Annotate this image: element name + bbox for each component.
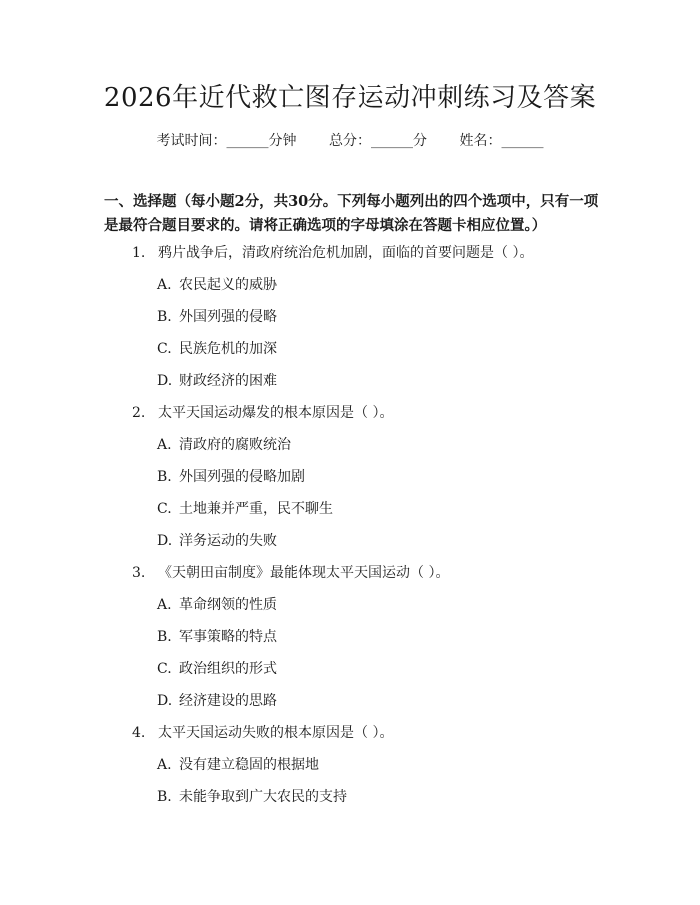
option-text: 财政经济的困难 <box>179 373 277 389</box>
question-number: 1. <box>132 245 146 261</box>
question-2 <box>132 402 602 424</box>
question-1-option-d <box>157 370 597 392</box>
question-2-option-a <box>157 434 597 456</box>
student-name-field: 姓名：______ <box>459 133 544 149</box>
option-text: 政治组织的形式 <box>179 661 277 677</box>
exam-meta <box>0 130 700 152</box>
exam-time-field: 考试时间：______分钟 <box>156 133 297 149</box>
question-1-option-a <box>157 274 597 296</box>
option-text: 农民起义的威胁 <box>179 277 277 293</box>
option-text: 革命纲领的性质 <box>179 597 277 613</box>
question-1-option-c <box>157 338 597 360</box>
question-2-option-b <box>157 466 597 488</box>
section-heading: 一、选择题（每小题2分，共30分。下列每小题列出的四个选项中，只有一项是最符合题目要求的。请将正确选项的字母填涂在答题卡相应位置。） <box>104 193 599 234</box>
question-3 <box>132 562 602 584</box>
option-letter: A. <box>157 597 172 613</box>
question-4-option-a <box>157 754 597 776</box>
option-letter: C. <box>157 501 172 517</box>
option-letter: B. <box>157 469 172 485</box>
option-letter: B. <box>157 309 172 325</box>
question-4 <box>132 722 602 744</box>
option-text: 军事策略的特点 <box>179 629 277 645</box>
question-3-option-c <box>157 658 597 680</box>
question-text: 鸦片战争后，清政府统治危机加剧，面临的首要问题是（ ）。 <box>158 245 534 261</box>
option-letter: C. <box>157 661 172 677</box>
option-letter: D. <box>157 693 173 709</box>
option-text: 清政府的腐败统治 <box>179 437 291 453</box>
option-text: 外国列强的侵略 <box>179 309 277 325</box>
question-2-option-c <box>157 498 597 520</box>
option-text: 土地兼并严重，民不聊生 <box>179 501 333 517</box>
option-letter: D. <box>157 373 173 389</box>
question-text: 太平天国运动爆发的根本原因是（ ）。 <box>158 405 394 421</box>
question-number: 4. <box>132 725 146 741</box>
option-text: 没有建立稳固的根据地 <box>179 757 319 773</box>
question-3-option-a <box>157 594 597 616</box>
question-number: 2. <box>132 405 146 421</box>
option-letter: B. <box>157 789 172 805</box>
option-text: 外国列强的侵略加剧 <box>179 469 305 485</box>
question-3-option-d <box>157 690 597 712</box>
question-2-option-d <box>157 530 597 552</box>
option-text: 民族危机的加深 <box>179 341 277 357</box>
question-1-option-b <box>157 306 597 328</box>
option-letter: B. <box>157 629 172 645</box>
option-text: 未能争取到广大农民的支持 <box>179 789 347 805</box>
option-text: 经济建设的思路 <box>179 693 277 709</box>
option-letter: A. <box>157 277 172 293</box>
option-letter: A. <box>157 757 172 773</box>
question-3-option-b <box>157 626 597 648</box>
question-text: 太平天国运动失败的根本原因是（ ）。 <box>158 725 394 741</box>
question-4-option-b <box>157 786 597 808</box>
total-score-field: 总分：______分 <box>329 133 427 149</box>
option-text: 洋务运动的失败 <box>179 533 277 549</box>
page-title: 2026年近代救亡图存运动冲刺练习及答案 <box>103 83 597 113</box>
question-1 <box>132 242 602 264</box>
question-number: 3. <box>132 565 146 581</box>
option-letter: A. <box>157 437 172 453</box>
option-letter: C. <box>157 341 172 357</box>
option-letter: D. <box>157 533 173 549</box>
question-text: 《天朝田亩制度》最能体现太平天国运动（ ）。 <box>158 565 450 581</box>
